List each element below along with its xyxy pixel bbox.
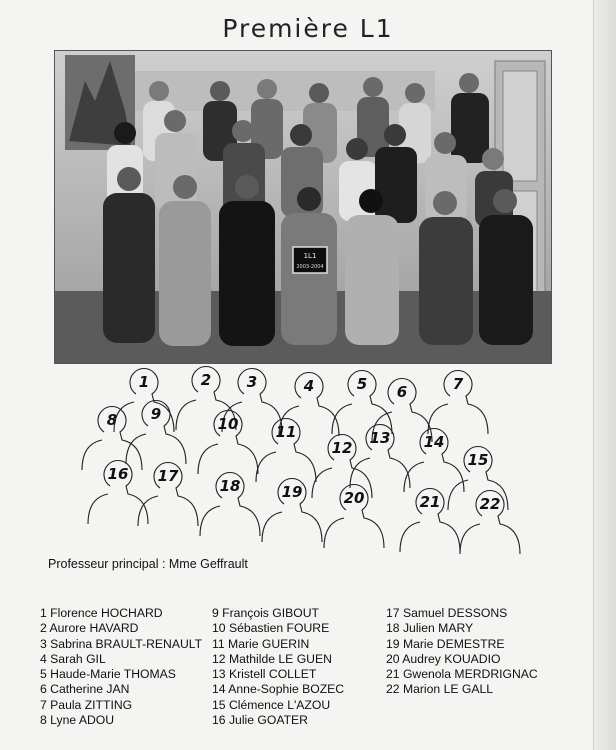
head-number: 9	[150, 405, 162, 423]
class-photo	[54, 50, 552, 364]
student-entry: 14 Anne-Sophie BOZEC	[212, 682, 345, 697]
student-entry: 1 Florence HOCHARD	[40, 606, 163, 620]
head-number: 15	[467, 451, 489, 469]
head-number: 22	[479, 495, 501, 513]
student-entry: 11 Marie GUERIN	[212, 636, 310, 651]
student-entry: 18 Julien MARY	[386, 621, 474, 636]
head-number: 1	[138, 373, 150, 391]
student-list-col2	[212, 606, 344, 728]
head-number: 6	[396, 383, 408, 401]
head-number: 10	[217, 415, 239, 433]
student-entry: 3 Sabrina BRAULT-RENAULT	[40, 636, 203, 651]
page-title: Première L1	[222, 14, 394, 43]
student-entry: 17 Samuel DESSONS	[386, 606, 508, 620]
student-entry: 13 Kristell COLLET	[212, 667, 317, 682]
student-list-col3	[386, 606, 538, 698]
head-number: 11	[275, 423, 297, 441]
student-entry: 15 Clémence L'AZOU	[212, 697, 331, 712]
student-entry: 9 François GIBOUT	[212, 606, 320, 620]
position-key-diagram	[60, 362, 540, 562]
head-number: 20	[343, 489, 365, 507]
student-entry: 7 Paula ZITTING	[40, 697, 133, 712]
head-number: 7	[452, 375, 464, 393]
slate-line1: 1L1	[303, 252, 317, 260]
student-entry: 2 Aurore HAVARD	[40, 621, 139, 636]
head-number: 18	[219, 477, 241, 495]
page-edge	[593, 0, 616, 750]
slate-line2: 2003-2004	[296, 264, 324, 270]
professor-label: Professeur principal : Mme Geffrault	[48, 557, 248, 571]
student-entry: 4 Sarah GIL	[40, 651, 106, 666]
student-entry: 20 Audrey KOUADIO	[386, 651, 501, 666]
head-number: 19	[281, 483, 303, 501]
student-entry: 16 Julie GOATER	[212, 713, 308, 728]
class-photo-drawing	[55, 51, 551, 363]
student-entry: 21 Gwenola MERDRIGNAC	[386, 667, 538, 682]
student-entry: 5 Haude-Marie THOMAS	[40, 667, 176, 682]
head-number: 2	[200, 371, 212, 389]
head-number: 21	[419, 493, 441, 511]
student-entry: 8 Lyne ADOU	[40, 713, 115, 728]
student-entry: 19 Marie DEMESTRE	[386, 636, 505, 651]
student-entry: 10 Sébastien FOURE	[212, 621, 330, 636]
student-entry: 6 Catherine JAN	[40, 682, 130, 697]
head-number: 17	[157, 467, 179, 485]
student-entry: 12 Mathilde LE GUEN	[212, 651, 332, 666]
head-number: 13	[369, 429, 391, 447]
head-number: 3	[246, 373, 258, 391]
head-number: 16	[107, 465, 129, 483]
head-number: 8	[106, 411, 118, 429]
head-number: 14	[423, 433, 445, 451]
head-number: 5	[356, 375, 368, 393]
head-number: 4	[303, 377, 315, 395]
class-slate	[293, 247, 327, 273]
student-list-col1	[40, 606, 202, 728]
head-number: 12	[331, 439, 353, 457]
student-entry: 22 Marion LE GALL	[386, 682, 494, 697]
